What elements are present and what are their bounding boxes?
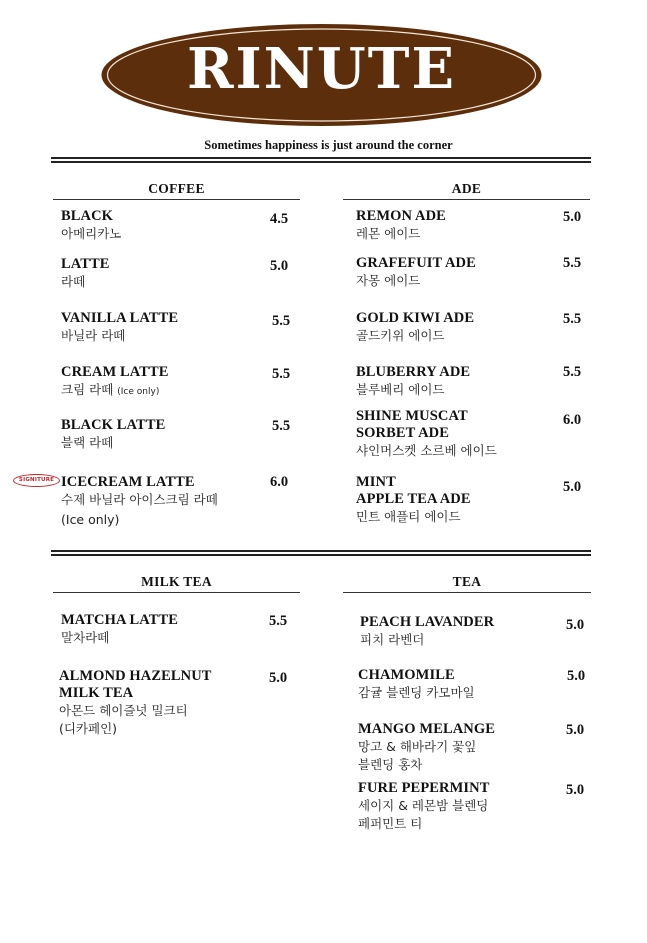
item-name: CREAM LATTE — [61, 364, 169, 380]
item-price: 5.0 — [566, 617, 585, 633]
brand-logo — [100, 22, 543, 128]
menu-item-grafefuit-ade — [356, 255, 476, 290]
menu-item-black-latte — [61, 417, 165, 452]
item-name-ko-line2: 페퍼민트 티 — [358, 816, 423, 831]
item-name: GRAFEFUIT ADE — [356, 255, 476, 271]
item-price: 5.0 — [566, 722, 585, 738]
item-price: 5.5 — [563, 311, 582, 327]
item-price: 5.5 — [563, 364, 582, 380]
item-name: MINT — [356, 474, 396, 490]
item-name-ko: 골드키위 에이드 — [356, 328, 445, 343]
item-name: VANILLA LATTE — [61, 310, 179, 326]
item-price: 5.0 — [566, 782, 585, 798]
item-price: 5.0 — [563, 209, 582, 225]
item-name: REMON ADE — [356, 208, 446, 224]
item-name-ko: 샤인머스켓 소르베 에이드 — [356, 443, 497, 458]
item-name: BLACK — [61, 208, 114, 224]
item-name: MATCHA LATTE — [61, 612, 179, 628]
menu-item-matcha-latte — [61, 612, 178, 647]
item-name: FURE PEPERMINT — [358, 780, 490, 796]
item-price: 5.0 — [567, 668, 586, 684]
item-name: GOLD KIWI ADE — [356, 310, 475, 326]
tea-heading: TEA — [343, 574, 591, 593]
item-price: 6.0 — [270, 474, 289, 490]
item-price: 5.5 — [272, 418, 291, 434]
menu-item-fure-pepermint — [358, 780, 490, 833]
item-price: 6.0 — [563, 412, 582, 428]
item-name-line2: SORBET ADE — [356, 425, 450, 441]
item-name-ko-line2: 블렌딩 홍차 — [358, 757, 423, 772]
item-name: PEACH LAVANDER — [360, 614, 495, 630]
item-name-ko: 바닐라 라떼 — [61, 328, 126, 343]
item-name-ko: 아메리카노 — [61, 226, 122, 241]
menu-item-vanilla-latte — [61, 310, 178, 345]
item-price: 5.0 — [563, 479, 582, 495]
item-name-ko: 세이지 & 레몬밤 블렌딩 — [358, 798, 489, 813]
menu-item-gold-kiwi-ade — [356, 310, 474, 345]
item-name-ko — [61, 381, 169, 401]
milktea-heading: MILK TEA — [53, 574, 300, 593]
item-name: SHINE MUSCAT — [356, 408, 468, 424]
signature-badge: SIGNITURE — [13, 474, 60, 487]
menu-item-remon-ade — [356, 208, 446, 243]
item-name-ko: 블루베리 에이드 — [356, 382, 445, 397]
item-price: 5.5 — [269, 613, 288, 629]
ice-only-note: (Ice only) — [117, 387, 160, 397]
item-name: ALMOND HAZELNUT — [59, 668, 212, 684]
menu-item-black — [61, 208, 121, 243]
menu-item-bluberry-ade — [356, 364, 470, 399]
item-name-ko: 블랙 라떼 — [61, 435, 114, 450]
item-name: BLACK LATTE — [61, 417, 166, 433]
top-divider — [51, 157, 591, 163]
item-name-line2: MILK TEA — [59, 685, 134, 701]
ice-only-note: (Ice only) — [61, 512, 120, 527]
menu-item-icecream-latte — [61, 474, 218, 529]
menu-item-shine-muscat-sorbet-ade — [356, 408, 497, 460]
item-name: ICECREAM LATTE — [61, 474, 195, 490]
item-name-ko: 피치 라벤더 — [360, 632, 425, 647]
item-price: 5.5 — [563, 255, 582, 271]
item-price: 5.5 — [272, 366, 291, 382]
tagline: Sometimes happiness is just around the corner — [204, 138, 453, 152]
item-name-line2: APPLE TEA ADE — [356, 491, 471, 507]
brand-name: RINUTE — [186, 36, 457, 102]
menu-item-mango-melange — [358, 721, 495, 774]
item-name-ko: 레몬 에이드 — [356, 226, 421, 241]
menu-item-latte — [61, 256, 110, 291]
item-price: 5.0 — [269, 670, 288, 686]
item-name: MANGO MELANGE — [358, 721, 496, 737]
item-name-ko: 말차라떼 — [61, 630, 110, 645]
item-name: BLUBERRY ADE — [356, 364, 471, 380]
item-name-ko: 자몽 에이드 — [356, 273, 421, 288]
middle-divider — [51, 550, 591, 556]
menu-item-chamomile — [358, 667, 475, 702]
item-name-ko: 민트 애플티 에이드 — [356, 509, 461, 524]
menu-item-mint-apple-tea-ade — [356, 474, 471, 526]
item-name-ko: 망고 & 해바라기 꽃잎 — [358, 739, 477, 754]
coffee-heading: COFFEE — [53, 181, 300, 200]
item-price: 5.0 — [270, 258, 289, 274]
item-name-ko: 수제 바닐라 아이스크림 라떼 — [61, 492, 218, 507]
item-name-ko-text: 크림 라떼 — [61, 382, 114, 397]
item-name-ko: 감귤 블렌딩 카모마일 — [358, 685, 475, 700]
menu-item-cream-latte — [61, 364, 169, 401]
item-name-ko: 라떼 — [61, 274, 86, 289]
menu-item-almond-hazelnut-milk-tea — [59, 668, 212, 738]
menu-item-peach-lavander — [360, 614, 494, 649]
item-name: LATTE — [61, 256, 110, 272]
item-price: 4.5 — [270, 211, 289, 227]
decaf-note: (디카페인) — [59, 721, 118, 736]
item-price: 5.5 — [272, 313, 291, 329]
ade-heading: ADE — [343, 181, 590, 200]
item-name-ko: 아몬드 헤이즐넛 밀크티 — [59, 703, 188, 718]
item-name: CHAMOMILE — [358, 667, 455, 683]
